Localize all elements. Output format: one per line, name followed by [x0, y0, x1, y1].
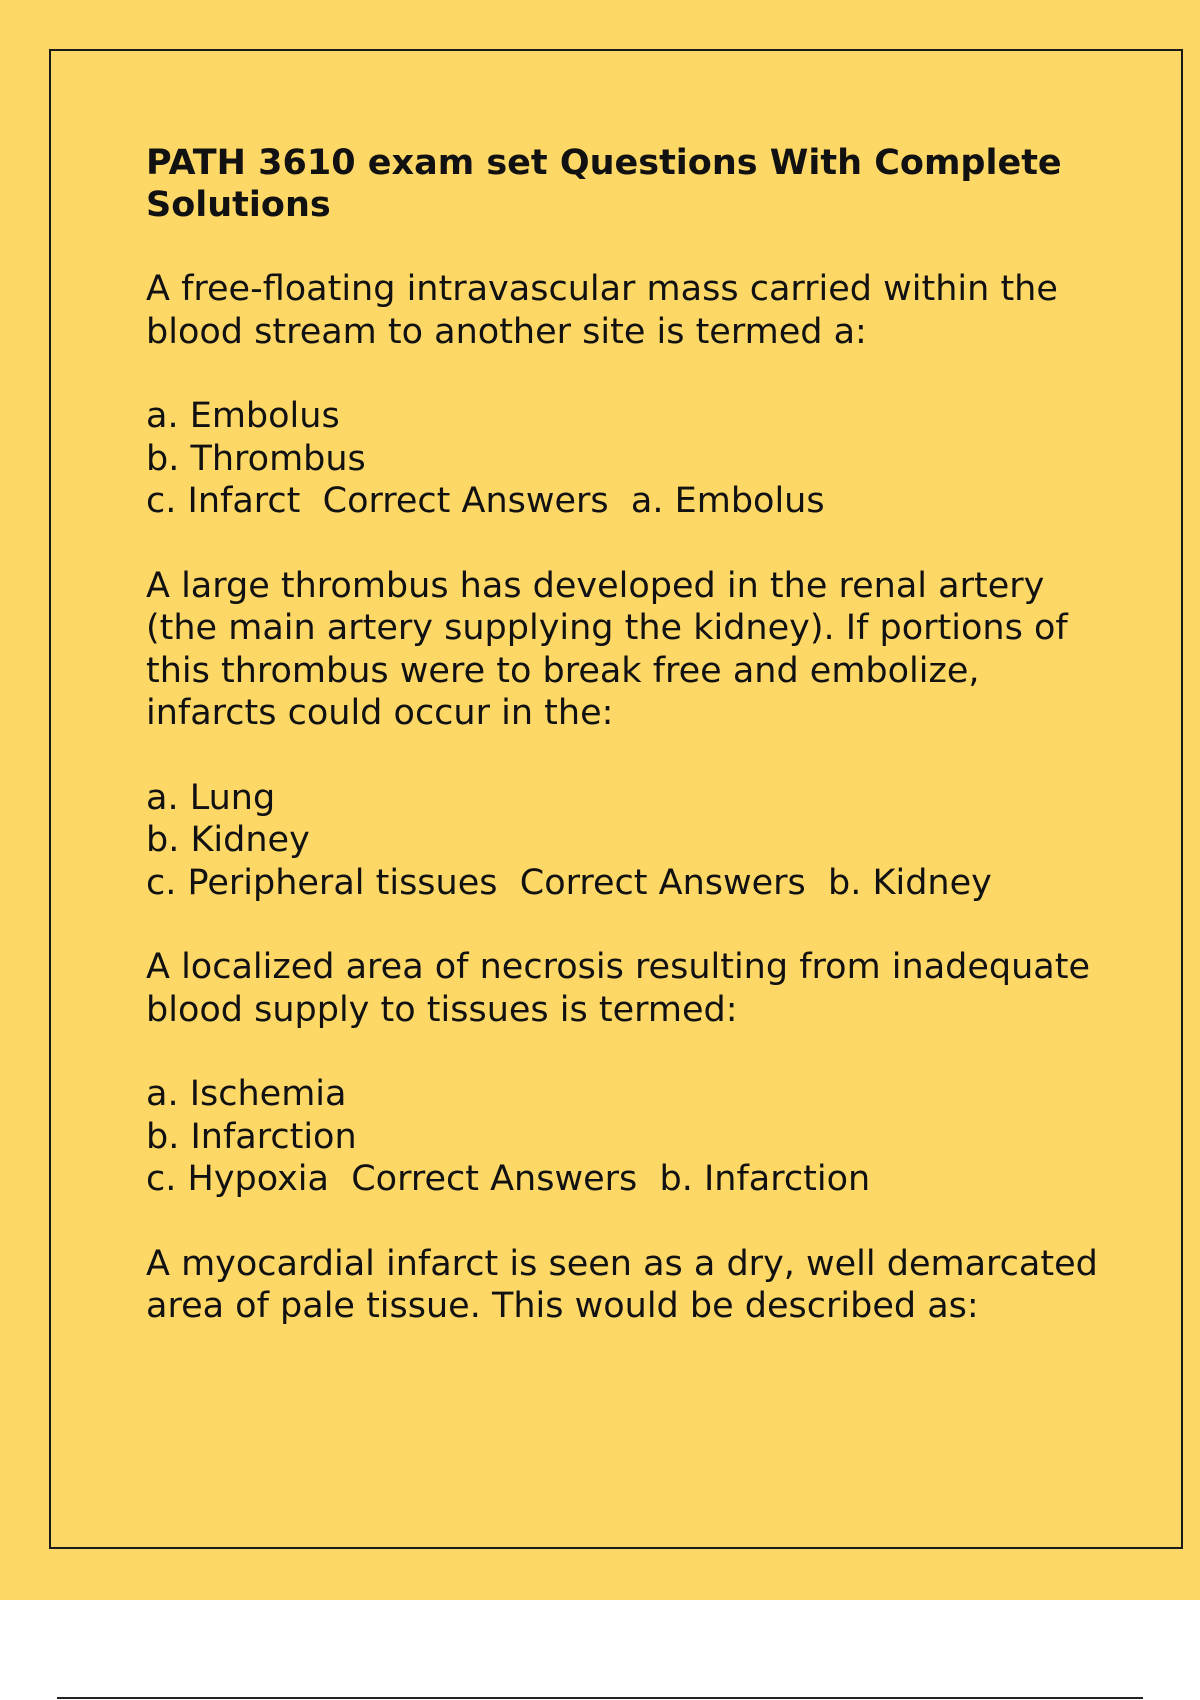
question-text: A large thrombus has developed in the renal artery (the main artery supplying the kidney). If portions of this thrombus were to break free and embolize, infarcts could occur in the: [146, 565, 1068, 733]
option-answer-line [146, 480, 1106, 523]
option-a: a. Lung [146, 777, 276, 818]
question-block-3 [146, 946, 1106, 1201]
option-a: a. Ischemia [146, 1074, 347, 1114]
answer-label: Correct Answers [351, 1159, 638, 1199]
document-content [146, 142, 1106, 1370]
correct-answer: b. Infarction [659, 1159, 871, 1199]
question-block-4 [146, 1243, 1106, 1328]
answer-label: Correct Answers [322, 481, 609, 521]
option-c: c. Hypoxia [146, 1159, 329, 1199]
option-b: b. Infarction [146, 1116, 357, 1157]
answer-label: Correct Answers [519, 862, 806, 903]
question-block-1 [146, 268, 1106, 523]
question-text: A myocardial infarct is seen as a dry, well demarcated area of pale tissue. This would be described as: [146, 1243, 1098, 1326]
option-b: b. Thrombus [146, 438, 366, 479]
option-answer-line [146, 1158, 1106, 1201]
question-text: A free-floating intravascular mass carried within the blood stream to another site is termed a: [146, 269, 1058, 352]
footer-divider [57, 1697, 1143, 1699]
option-answer-line [146, 862, 1106, 905]
question-text: A localized area of necrosis resulting from inadequate blood supply to tissues is termed: [146, 947, 1090, 1030]
question-block-2 [146, 565, 1106, 905]
option-a: a. Embolus [146, 396, 340, 436]
option-b: b. Kidney [146, 820, 310, 860]
correct-answer: b. Kidney [828, 862, 992, 903]
correct-answer: a. Embolus [630, 481, 825, 521]
option-c: c. Infarct [146, 481, 301, 521]
document-title: PATH 3610 exam set Questions With Complete Solutions [146, 143, 1062, 225]
option-c: c. Peripheral tissues [146, 862, 498, 903]
